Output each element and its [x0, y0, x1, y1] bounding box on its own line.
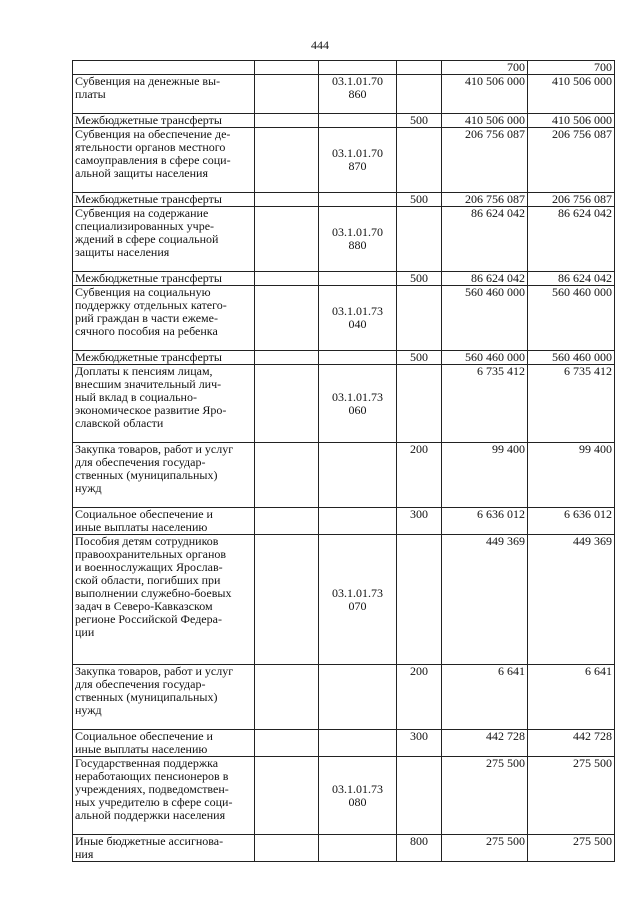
row-amount-2: 86 624 042 — [528, 207, 615, 272]
row-code: 03.1.01.70 870 — [319, 128, 397, 193]
table-row — [73, 114, 615, 128]
row-code — [319, 114, 397, 128]
table-row — [73, 757, 615, 835]
row-name: Закупка товаров, работ и услуг для обеспечения государ- ственных (муниципальных) нужд — [73, 443, 255, 508]
row-section — [255, 835, 319, 862]
row-section — [255, 272, 319, 286]
row-name: Доплаты к пенсиям лицам, внесшим значительный лич- ный вклад в социально- экономическое развитие Яро- славской области — [73, 365, 255, 443]
row-type — [397, 286, 442, 351]
row-type: 800 — [397, 835, 442, 862]
row-name: Иные бюджетные ассигнова- ния — [73, 835, 255, 862]
row-name — [73, 61, 255, 75]
row-name: Социальное обеспечение и иные выплаты населению — [73, 508, 255, 535]
row-amount-2: 275 500 — [528, 757, 615, 835]
table-row — [73, 286, 615, 351]
table-row — [73, 61, 615, 75]
row-amount-2: 275 500 — [528, 835, 615, 862]
row-amount-2: 6 641 — [528, 665, 615, 730]
table-row — [73, 75, 615, 114]
row-name: Социальное обеспечение и иные выплаты населению — [73, 730, 255, 757]
row-amount-2: 560 460 000 — [528, 286, 615, 351]
row-amount-2: 410 506 000 — [528, 75, 615, 114]
row-amount-1: 6 735 412 — [442, 365, 528, 443]
table-row — [73, 128, 615, 193]
row-section — [255, 365, 319, 443]
row-code — [319, 61, 397, 75]
row-section — [255, 75, 319, 114]
row-amount-1: 449 369 — [442, 535, 528, 665]
row-amount-1: 86 624 042 — [442, 272, 528, 286]
row-name: Субвенция на социальную поддержку отдельных катего- рий граждан в части ежеме- сячного пособия на ребенка — [73, 286, 255, 351]
row-type — [397, 61, 442, 75]
row-type: 500 — [397, 114, 442, 128]
row-type — [397, 365, 442, 443]
row-code — [319, 351, 397, 365]
row-amount-2: 6 735 412 — [528, 365, 615, 443]
row-type: 200 — [397, 665, 442, 730]
row-amount-1: 700 — [442, 61, 528, 75]
row-section — [255, 443, 319, 508]
row-amount-2: 206 756 087 — [528, 193, 615, 207]
row-type: 500 — [397, 193, 442, 207]
row-code — [319, 272, 397, 286]
row-amount-1: 275 500 — [442, 835, 528, 862]
row-type — [397, 535, 442, 665]
row-type: 300 — [397, 508, 442, 535]
row-code — [319, 508, 397, 535]
row-amount-1: 275 500 — [442, 757, 528, 835]
row-code — [319, 665, 397, 730]
row-section — [255, 128, 319, 193]
row-name: Субвенция на денежные вы- платы — [73, 75, 255, 114]
row-amount-1: 206 756 087 — [442, 128, 528, 193]
table-row — [73, 665, 615, 730]
row-code: 03.1.01.73 070 — [319, 535, 397, 665]
row-type: 300 — [397, 730, 442, 757]
row-amount-2: 86 624 042 — [528, 272, 615, 286]
row-amount-2: 560 460 000 — [528, 351, 615, 365]
row-amount-2: 206 756 087 — [528, 128, 615, 193]
row-code — [319, 730, 397, 757]
row-name: Пособия детям сотрудников правоохранительных органов и военнослужащих Ярослав- ской области, погибших при выполнении служебно-боевых задач в Северо-Кавказском регионе Российской Федера- ции — [73, 535, 255, 665]
row-section — [255, 665, 319, 730]
row-type — [397, 75, 442, 114]
table-row — [73, 272, 615, 286]
row-code: 03.1.01.70 860 — [319, 75, 397, 114]
row-amount-1: 560 460 000 — [442, 351, 528, 365]
row-section — [255, 535, 319, 665]
row-section — [255, 193, 319, 207]
row-amount-1: 206 756 087 — [442, 193, 528, 207]
row-amount-1: 99 400 — [442, 443, 528, 508]
row-section — [255, 61, 319, 75]
row-amount-2: 700 — [528, 61, 615, 75]
row-type — [397, 757, 442, 835]
row-section — [255, 757, 319, 835]
table-row — [73, 207, 615, 272]
row-code: 03.1.01.70 880 — [319, 207, 397, 272]
row-amount-2: 410 506 000 — [528, 114, 615, 128]
row-code — [319, 193, 397, 207]
row-type: 500 — [397, 351, 442, 365]
row-name: Межбюджетные трансферты — [73, 114, 255, 128]
row-code: 03.1.01.73 060 — [319, 365, 397, 443]
row-type — [397, 207, 442, 272]
row-code — [319, 443, 397, 508]
row-name: Закупка товаров, работ и услуг для обеспечения государ- ственных (муниципальных) нужд — [73, 665, 255, 730]
row-amount-2: 449 369 — [528, 535, 615, 665]
row-code: 03.1.01.73 080 — [319, 757, 397, 835]
table-row — [73, 730, 615, 757]
table-row — [73, 351, 615, 365]
page-number: 444 — [311, 38, 329, 52]
row-amount-1: 410 506 000 — [442, 75, 528, 114]
row-amount-1: 6 641 — [442, 665, 528, 730]
table-row — [73, 193, 615, 207]
row-name: Межбюджетные трансферты — [73, 351, 255, 365]
row-section — [255, 114, 319, 128]
row-code — [319, 835, 397, 862]
row-amount-1: 410 506 000 — [442, 114, 528, 128]
row-section — [255, 730, 319, 757]
table-row — [73, 508, 615, 535]
row-amount-2: 442 728 — [528, 730, 615, 757]
row-type: 200 — [397, 443, 442, 508]
row-section — [255, 508, 319, 535]
row-section — [255, 286, 319, 351]
table-row — [73, 365, 615, 443]
row-section — [255, 351, 319, 365]
table-row — [73, 535, 615, 665]
row-name: Межбюджетные трансферты — [73, 272, 255, 286]
row-type — [397, 128, 442, 193]
table-row — [73, 835, 615, 862]
row-name: Субвенция на содержание специализированных учре- ждений в сфере социальной защиты населения — [73, 207, 255, 272]
row-name: Межбюджетные трансферты — [73, 193, 255, 207]
row-amount-1: 442 728 — [442, 730, 528, 757]
budget-table — [72, 60, 615, 862]
row-name: Субвенция на обеспечение де- ятельности органов местного самоуправления в сфере соци- альной защиты населения — [73, 128, 255, 193]
row-name: Государственная поддержка неработающих пенсионеров в учреждениях, подведомствен- ных учредителю в сфере соци- альной поддержки населения — [73, 757, 255, 835]
row-section — [255, 207, 319, 272]
row-type: 500 — [397, 272, 442, 286]
row-amount-1: 560 460 000 — [442, 286, 528, 351]
row-code: 03.1.01.73 040 — [319, 286, 397, 351]
row-amount-1: 6 636 012 — [442, 508, 528, 535]
row-amount-2: 99 400 — [528, 443, 615, 508]
row-amount-1: 86 624 042 — [442, 207, 528, 272]
row-amount-2: 6 636 012 — [528, 508, 615, 535]
table-row — [73, 443, 615, 508]
